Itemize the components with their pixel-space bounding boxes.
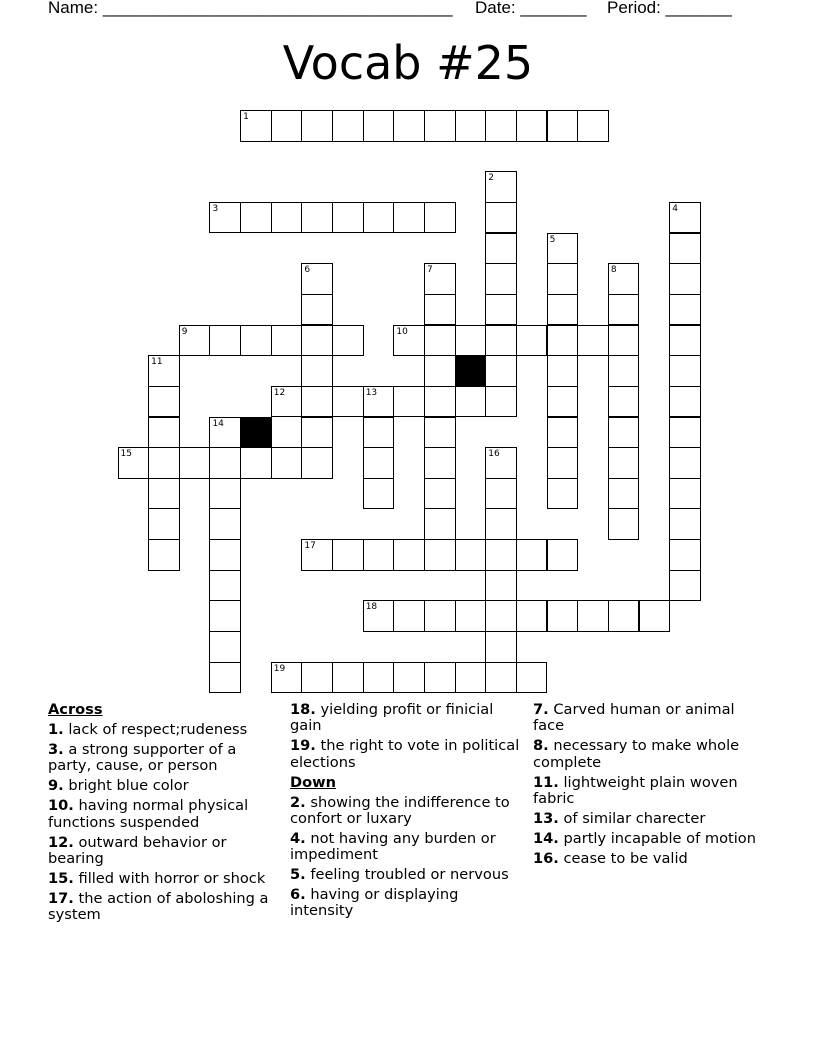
name-label: Name: (48, 0, 99, 17)
clue-text: necessary to make whole complete (533, 737, 740, 771)
crossword-cell[interactable] (271, 447, 303, 479)
crossword-cell[interactable] (516, 325, 548, 357)
crossword-cell[interactable] (301, 417, 333, 449)
crossword-cell[interactable] (455, 325, 487, 357)
crossword-cell[interactable] (240, 447, 272, 479)
crossword-cell[interactable] (148, 508, 180, 540)
clue-item (48, 835, 283, 868)
crossword-cell[interactable] (485, 570, 517, 602)
crossword-cell[interactable] (424, 355, 456, 387)
clue-number: 2. (290, 793, 306, 811)
crossword-cell[interactable] (271, 202, 303, 234)
crossword-cell[interactable] (608, 508, 640, 540)
crossword-cell[interactable] (608, 386, 640, 418)
clue-number-2: 2 (488, 173, 495, 184)
crossword-cell[interactable] (455, 539, 487, 571)
crossword-cell[interactable] (209, 478, 241, 510)
down-heading: Down (290, 773, 337, 791)
clue-number-19: 19 (273, 663, 286, 674)
clue-number: 16. (533, 849, 559, 867)
clue-text: showing the indifference to confort or luxary (290, 793, 510, 827)
crossword-cell[interactable] (209, 631, 241, 663)
clue-number: 9. (48, 777, 64, 795)
crossword-cell[interactable] (669, 508, 701, 540)
crossword-cell[interactable] (424, 417, 456, 449)
clue-text: Carved human or animal face (533, 701, 735, 735)
crossword-cell[interactable] (485, 233, 517, 265)
crossword-cell[interactable] (485, 202, 517, 234)
crossword-cell[interactable] (209, 570, 241, 602)
crossword-cell[interactable] (547, 110, 579, 142)
clue-text: yielding profit or finicial gain (290, 701, 494, 735)
clue-number: 15. (48, 869, 74, 887)
crossword-cell[interactable] (608, 355, 640, 387)
clue-item (290, 795, 522, 828)
crossword-cell[interactable] (547, 355, 579, 387)
clue-item (533, 775, 765, 808)
clue-number-8: 8 (610, 265, 617, 276)
crossword-cell[interactable] (547, 417, 579, 449)
across-heading: Across (48, 701, 103, 718)
crossword-cell[interactable] (485, 631, 517, 663)
crossword-cell[interactable] (608, 447, 640, 479)
clue-item (290, 867, 522, 883)
clue-text: a strong supporter of a party, cause, or person (48, 740, 237, 775)
clue-number-11: 11 (151, 357, 163, 368)
crossword-cell[interactable] (547, 263, 579, 295)
crossword-cell[interactable] (485, 355, 517, 387)
crossword-cell[interactable] (209, 325, 241, 357)
crossword-cell[interactable] (363, 447, 395, 479)
clue-number: 18. (290, 701, 316, 718)
crossword-cell[interactable] (332, 325, 364, 357)
crossword-cell[interactable] (547, 478, 579, 510)
crossword-cell[interactable] (424, 202, 456, 234)
clue-item (533, 811, 765, 827)
clue-number-15: 15 (120, 449, 132, 460)
crossword-cell[interactable] (424, 325, 456, 357)
crossword-cell[interactable] (209, 662, 241, 694)
crossword-cell[interactable] (393, 386, 425, 418)
clue-number-5: 5 (549, 234, 556, 245)
crossword-cell[interactable] (332, 110, 364, 142)
clue-text: lack of respect;rudeness (63, 720, 248, 738)
crossword-cell[interactable] (301, 110, 333, 142)
clue-number-17: 17 (304, 541, 316, 552)
clue-text: cease to be valid (558, 849, 688, 867)
clue-number-6: 6 (304, 265, 311, 276)
crossword-cell[interactable] (608, 417, 640, 449)
crossword-cell[interactable] (424, 508, 456, 540)
crossword-cell[interactable] (485, 478, 517, 510)
clue-item (290, 831, 522, 864)
crossword-cell[interactable] (424, 478, 456, 510)
clues-column-2 (290, 702, 522, 923)
crossword-cell[interactable] (424, 662, 456, 694)
crossword-cell[interactable] (301, 662, 333, 694)
crossword-cell[interactable] (577, 600, 609, 632)
crossword-cell[interactable] (301, 386, 333, 418)
clue-item (533, 851, 765, 867)
clue-item (533, 738, 765, 771)
crossword-cell[interactable] (301, 325, 333, 357)
crossword-cell[interactable] (669, 570, 701, 602)
clue-number-12: 12 (273, 387, 286, 398)
crossword-cell[interactable] (669, 263, 701, 295)
crossword-cell[interactable] (363, 539, 395, 571)
crossword-cell[interactable] (363, 202, 395, 234)
period-label: Period: (607, 0, 661, 17)
clue-item (533, 831, 765, 847)
clue-number-9: 9 (181, 326, 188, 337)
crossword-cell[interactable] (485, 600, 517, 632)
crossword-cell[interactable] (485, 662, 517, 694)
crossword-cell[interactable] (669, 386, 701, 418)
crossword-cell[interactable] (424, 600, 456, 632)
crossword-cell[interactable] (271, 325, 303, 357)
clue-number-3: 3 (212, 203, 219, 214)
clue-text: lightweight plain woven fabric (533, 773, 738, 807)
clue-number-16: 16 (488, 449, 500, 460)
crossword-cell[interactable] (485, 110, 517, 142)
clue-number-13: 13 (365, 387, 378, 398)
crossword-cell[interactable] (301, 447, 333, 479)
crossword-cell[interactable] (669, 355, 701, 387)
crossword-cell[interactable] (608, 294, 640, 326)
clue-text: not having any burden or impediment (290, 829, 496, 864)
clue-number: 3. (48, 740, 64, 758)
clue-text: partly incapable of motion (558, 829, 756, 847)
clues-column-1 (48, 702, 283, 927)
crossword-cell[interactable] (424, 386, 456, 418)
crossword-cell[interactable] (393, 202, 425, 234)
name-line: _____________________________________ (102, 0, 453, 17)
crossword-cell[interactable] (669, 447, 701, 479)
clue-item (48, 722, 283, 738)
clue-number: 14. (533, 829, 559, 847)
crossword-cell[interactable] (209, 447, 241, 479)
crossword-cell[interactable] (393, 110, 425, 142)
clue-text: the right to vote in political elections (290, 737, 520, 771)
crossword-cell[interactable] (363, 662, 395, 694)
crossword-cell[interactable] (516, 539, 548, 571)
crossword-cell[interactable] (240, 202, 272, 234)
crossword-cell[interactable] (669, 325, 701, 357)
crossword-cell[interactable] (516, 110, 548, 142)
clue-number-4: 4 (672, 203, 678, 214)
crossword-cell[interactable] (639, 600, 671, 632)
clue-number: 13. (533, 809, 559, 827)
clue-number-10: 10 (396, 326, 408, 337)
clue-number-14: 14 (212, 418, 224, 429)
crossword-cell[interactable] (547, 386, 579, 418)
clue-item (533, 702, 765, 735)
crossword-cell[interactable] (485, 294, 517, 326)
crossword-cell[interactable] (547, 294, 579, 326)
clue-number: 6. (290, 886, 306, 904)
date-label: Date: (475, 0, 516, 17)
clue-item (48, 798, 283, 831)
crossword-cell[interactable] (547, 600, 579, 632)
crossword-cell[interactable] (363, 478, 395, 510)
crossword-block (455, 355, 487, 387)
crossword-cell[interactable] (363, 417, 395, 449)
crossword-cell[interactable] (577, 325, 609, 357)
crossword-cell[interactable] (148, 478, 180, 510)
crossword-cell[interactable] (393, 539, 425, 571)
crossword-cell[interactable] (547, 447, 579, 479)
clue-text: the action of aboloshing a system (48, 889, 269, 924)
crossword-cell[interactable] (301, 202, 333, 234)
period-line: _______ (665, 0, 732, 17)
clue-text: outward behavior or bearing (48, 833, 227, 867)
clue-number: 12. (48, 833, 74, 851)
crossword-cell[interactable] (301, 294, 333, 326)
crossword-cell[interactable] (209, 539, 241, 571)
crossword-cell[interactable] (485, 325, 517, 357)
crossword-cell[interactable] (455, 386, 487, 418)
crossword-cell[interactable] (332, 539, 364, 571)
clue-number: 5. (290, 866, 306, 884)
clue-number-1: 1 (243, 112, 249, 122)
date-line: _______ (520, 0, 587, 17)
crossword-cell[interactable] (547, 539, 579, 571)
crossword-cell[interactable] (424, 110, 456, 142)
crossword-cell[interactable] (669, 539, 701, 571)
crossword-cell[interactable] (363, 110, 395, 142)
crossword-cell[interactable] (332, 386, 364, 418)
clues-column-3 (533, 702, 765, 871)
clue-number: 1. (48, 720, 64, 738)
page-title: Vocab #25 (282, 36, 534, 90)
crossword-cell[interactable] (179, 447, 211, 479)
clue-number: 11. (533, 773, 559, 791)
clue-number: 17. (48, 889, 74, 907)
clue-text: feeling troubled or nervous (305, 866, 509, 884)
crossword-cell[interactable] (148, 539, 180, 571)
crossword-cell[interactable] (516, 600, 548, 632)
crossword-cell[interactable] (608, 325, 640, 357)
crossword-cell[interactable] (485, 263, 517, 295)
crossword-cell[interactable] (577, 110, 609, 142)
crossword-cell[interactable] (424, 447, 456, 479)
crossword-cell[interactable] (240, 325, 272, 357)
crossword-cell[interactable] (608, 600, 640, 632)
crossword-cell[interactable] (455, 662, 487, 694)
clue-item (290, 702, 522, 735)
crossword-cell[interactable] (669, 294, 701, 326)
clue-item (290, 887, 522, 920)
crossword-cell[interactable] (455, 600, 487, 632)
crossword-cell[interactable] (209, 508, 241, 540)
clue-item (48, 742, 283, 775)
crossword-cell[interactable] (424, 539, 456, 571)
crossword-cell[interactable] (455, 110, 487, 142)
clue-number: 19. (290, 737, 316, 755)
clue-item (48, 891, 283, 924)
crossword-cell[interactable] (485, 386, 517, 418)
clue-text: having or displaying intensity (290, 886, 459, 920)
crossword-cell[interactable] (669, 417, 701, 449)
crossword-cell[interactable] (148, 447, 180, 479)
clue-number: 10. (48, 797, 74, 815)
crossword-cell[interactable] (547, 325, 579, 357)
crossword-cell[interactable] (516, 662, 548, 694)
crossword-cell[interactable] (209, 600, 241, 632)
clue-item (48, 778, 283, 794)
crossword-block (240, 417, 272, 449)
crossword-cell[interactable] (669, 233, 701, 265)
crossword-cell[interactable] (271, 110, 303, 142)
clue-number-18: 18 (365, 602, 378, 613)
clue-item (48, 871, 283, 887)
clue-number: 7. (533, 701, 549, 718)
clue-text: filled with horror or shock (73, 869, 266, 887)
crossword-cell[interactable] (608, 478, 640, 510)
crossword-cell[interactable] (148, 386, 180, 418)
crossword-cell[interactable] (424, 294, 456, 326)
crossword-cell[interactable] (332, 662, 364, 694)
clue-text: bright blue color (63, 777, 189, 795)
crossword-cell[interactable] (301, 355, 333, 387)
crossword-cell[interactable] (669, 478, 701, 510)
clue-text: of similar charecter (558, 809, 706, 827)
crossword-cell[interactable] (485, 539, 517, 571)
clue-number: 4. (290, 829, 306, 847)
clue-item (290, 738, 522, 771)
crossword-cell[interactable] (332, 202, 364, 234)
crossword-cell[interactable] (393, 600, 425, 632)
crossword-cell[interactable] (393, 662, 425, 694)
clue-number-7: 7 (427, 265, 433, 276)
clue-text: having normal physical functions suspended (48, 797, 249, 831)
crossword-cell[interactable] (485, 508, 517, 540)
clue-number: 8. (533, 737, 549, 755)
crossword-cell[interactable] (148, 417, 180, 449)
